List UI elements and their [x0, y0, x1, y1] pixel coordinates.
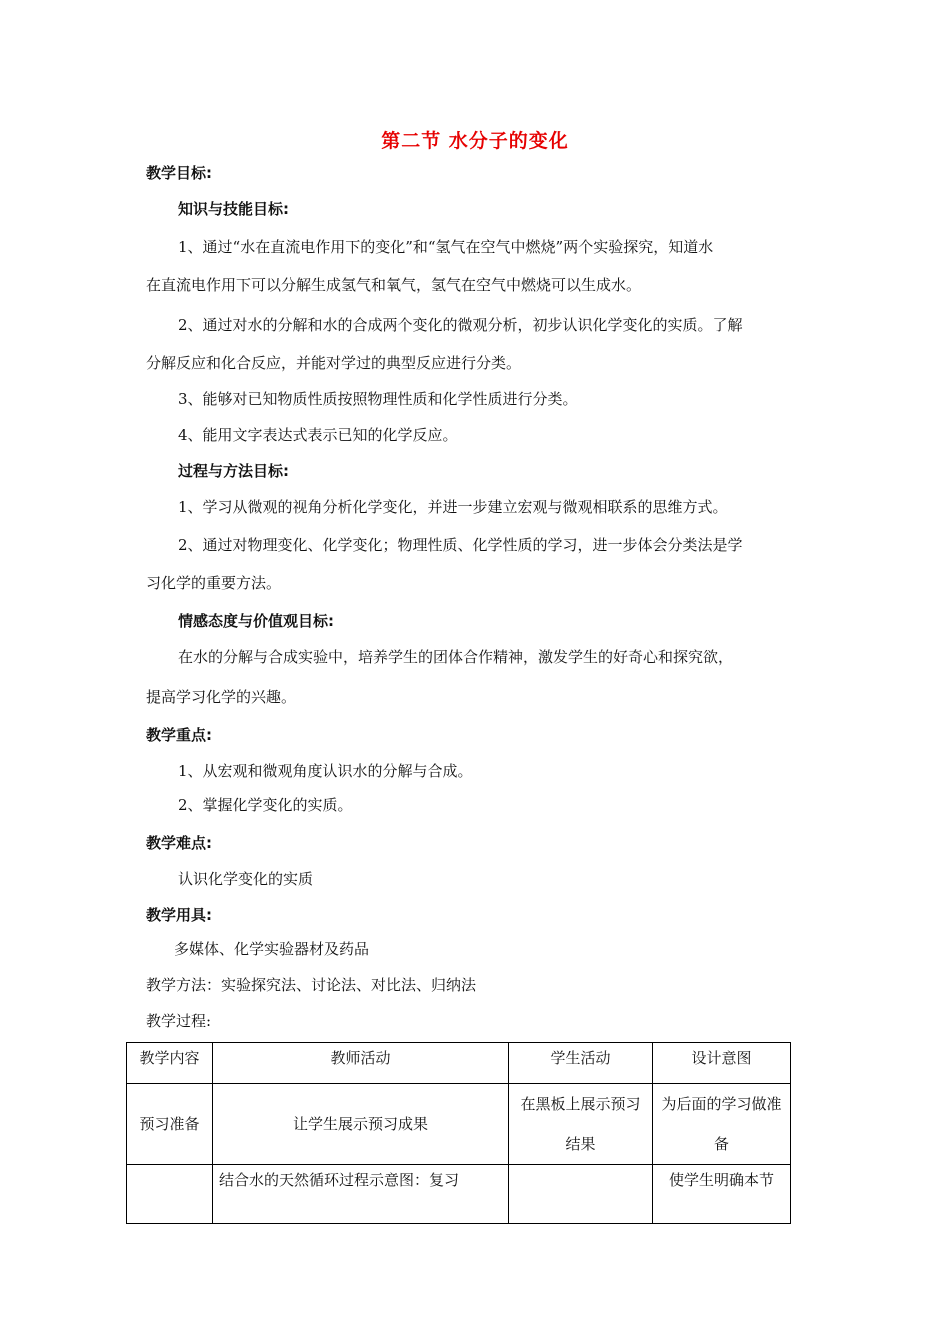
table-cell-content: 预习准备 [127, 1084, 213, 1165]
tools-heading: 教学用具: [146, 906, 212, 924]
table-cell-intent: 使学生明确本节 [653, 1165, 791, 1224]
process-item-2-line-1: 2、通过对物理变化、化学变化；物理性质、化学性质的学习，进一步体会分类法是学 [178, 536, 743, 554]
knowledge-item-1-line-1: 1、通过“水在直流电作用下的变化”和“氢气在空气中燃烧”两个实验探究，知道水 [178, 238, 714, 256]
emotion-text-line-2: 提高学习化学的兴趣。 [146, 688, 297, 706]
table-cell-student: 在黑板上展示预习结果 [509, 1084, 653, 1165]
difficulty-1: 认识化学变化的实质 [178, 870, 314, 888]
table-cell-intent: 为后面的学习做准备 [653, 1084, 791, 1165]
process-label: 教学过程: [146, 1012, 212, 1030]
table-header-cell: 教学内容 [127, 1043, 213, 1084]
knowledge-item-1-line-2: 在直流电作用下可以分解生成氢气和氧气，氢气在空气中燃烧可以生成水。 [146, 276, 642, 294]
table-cell-content [127, 1165, 213, 1224]
table-header-cell: 教师活动 [213, 1043, 509, 1084]
table-cell-teacher: 结合水的天然循环过程示意图：复习 [213, 1165, 509, 1224]
table-row [127, 1165, 791, 1224]
page-title: 第二节 水分子的变化 [381, 130, 569, 152]
emotion-heading: 情感态度与价值观目标: [178, 612, 334, 630]
table-cell-student [509, 1165, 653, 1224]
key-point-2: 2、掌握化学变化的实质。 [178, 796, 353, 814]
key-points-heading: 教学重点: [146, 726, 212, 744]
process-heading: 过程与方法目标: [178, 462, 289, 480]
table-header-cell: 学生活动 [509, 1043, 653, 1084]
emotion-text-line-1: 在水的分解与合成实验中，培养学生的团体合作精神，激发学生的好奇心和探究欲， [178, 648, 734, 666]
table-cell-teacher: 让学生展示预习成果 [213, 1084, 509, 1165]
methods-text: 教学方法：实验探究法、讨论法、对比法、归纳法 [146, 976, 477, 994]
knowledge-item-2-line-2: 分解反应和化合反应，并能对学过的典型反应进行分类。 [146, 354, 522, 372]
table-row [127, 1084, 791, 1165]
table-header-cell: 设计意图 [653, 1043, 791, 1084]
knowledge-item-2-line-1: 2、通过对水的分解和水的合成两个变化的微观分析，初步认识化学变化的实质。了解 [178, 316, 743, 334]
tools-text: 多媒体、化学实验器材及药品 [174, 940, 370, 958]
teaching-process-table [126, 1042, 791, 1224]
key-point-1: 1、从宏观和微观角度认识水的分解与合成。 [178, 762, 473, 780]
process-item-1: 1、学习从微观的视角分析化学变化，并进一步建立宏观与微观相联系的思维方式。 [178, 498, 728, 516]
knowledge-item-3: 3、能够对已知物质性质按照物理性质和化学性质进行分类。 [178, 390, 578, 408]
knowledge-heading: 知识与技能目标: [178, 200, 289, 218]
difficulties-heading: 教学难点: [146, 834, 212, 852]
process-item-2-line-2: 习化学的重要方法。 [146, 574, 282, 592]
objectives-heading: 教学目标: [146, 164, 212, 182]
knowledge-item-4: 4、能用文字表达式表示已知的化学反应。 [178, 426, 458, 444]
table-header-row [127, 1043, 791, 1084]
